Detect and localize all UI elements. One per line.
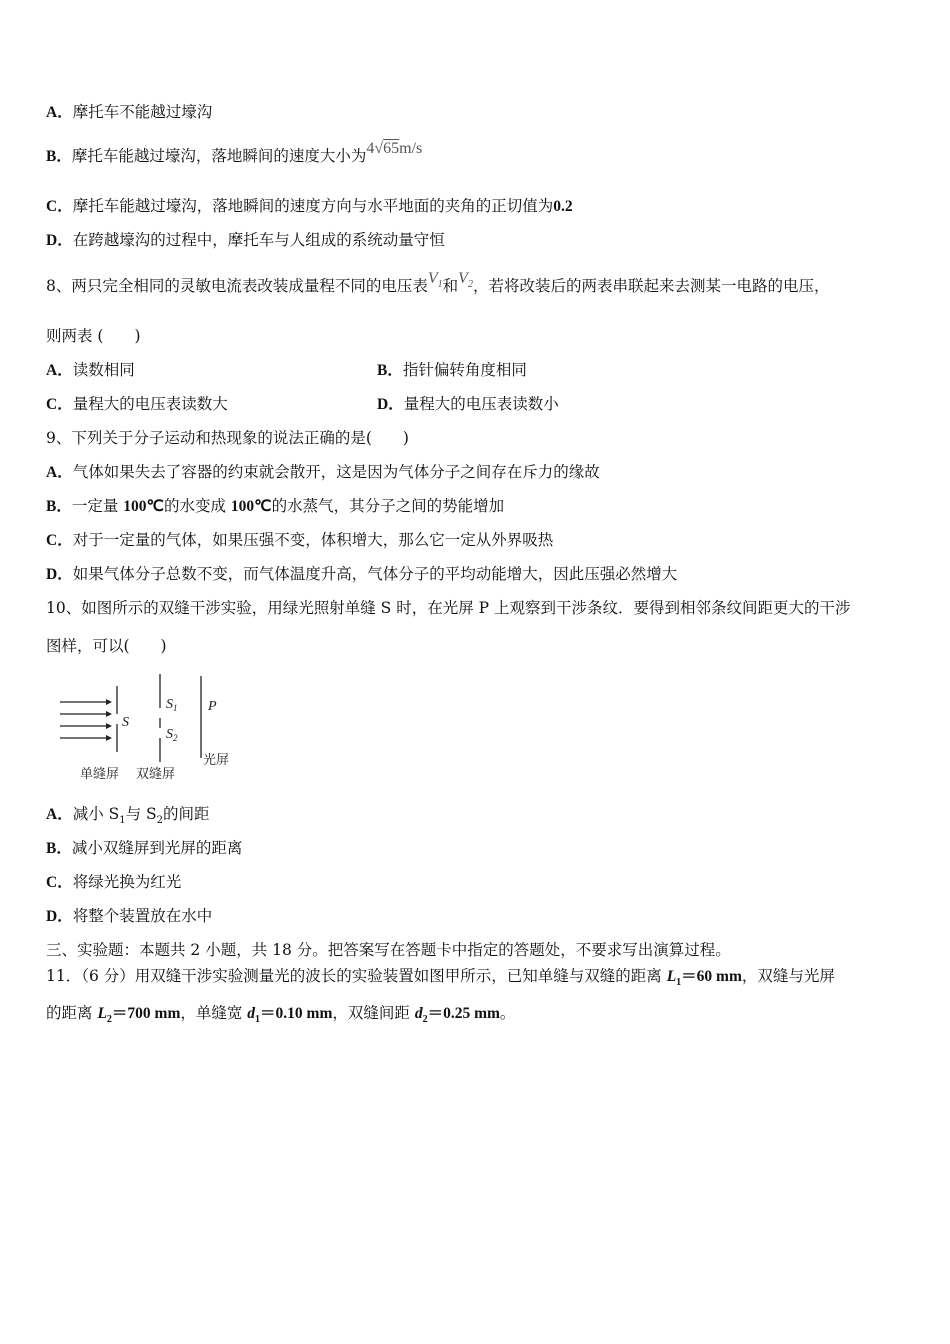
v2-symbol: $V_2$ bbox=[458, 270, 473, 291]
double-slit-diagram bbox=[56, 672, 246, 784]
q10-option-b: B．减小双缝屏到光屏的距离 bbox=[46, 839, 243, 857]
label-s2: $S_2$ bbox=[166, 727, 178, 743]
option-text: 在跨越壕沟的过程中，摩托车与人组成的系统动量守恒 bbox=[72, 231, 445, 249]
option-text: 摩托车能越过壕沟，落地瞬间的速度方向与水平地面的夹角的正切值为 bbox=[72, 197, 554, 215]
label-p: P bbox=[208, 699, 217, 714]
arrow-head bbox=[106, 723, 112, 729]
q8-stem-line2: 则两表 ( ) bbox=[46, 327, 141, 345]
q10-stem-line2: 图样，可以( ) bbox=[46, 637, 167, 655]
q10-option-c: C．将绿光换为红光 bbox=[46, 873, 182, 891]
q10-stem-line1: 10、如图所示的双缝干涉实验，用绿光照射单缝 S 时，在光屏 P 上观察到干涉条纹．要得到相邻条纹间距更大的干涉 bbox=[46, 599, 851, 617]
speed-formula: 4√65m/s bbox=[366, 140, 423, 157]
option-value: 0.2 bbox=[553, 198, 573, 215]
label-double-slit: 双缝屏 bbox=[136, 767, 176, 782]
q8-option-b: B．指针偏转角度相同 bbox=[377, 361, 527, 379]
option-label: D． bbox=[46, 232, 73, 249]
arrow-head bbox=[106, 711, 112, 717]
section-heading: 三、实验题：本题共 2 小题，共 18 分。把答案写在答题卡中指定的答题处，不要求写出演算过程。 bbox=[46, 941, 731, 959]
q9-option-c: C．对于一定量的气体，如果压强不变，体积增大，那么它一定从外界吸热 bbox=[46, 531, 554, 549]
q10-option-d: D．将整个装置放在水中 bbox=[46, 907, 213, 925]
q10-option-a: A．减小 $S_1$与 $S_2$的间距 bbox=[46, 805, 210, 827]
q8-option-d: D．量程大的电压表读数小 bbox=[377, 395, 559, 413]
q8-option-c: C．量程大的电压表读数大 bbox=[46, 395, 228, 413]
option-label: C． bbox=[46, 198, 73, 215]
q7-option-b bbox=[46, 140, 423, 167]
label-s: S bbox=[122, 715, 129, 730]
q9-option-d: D．如果气体分子总数不变，而气体温度升高，气体分子的平均动能增大，因此压强必然增大 bbox=[46, 565, 678, 583]
double-slit-svg bbox=[56, 672, 246, 784]
q7-option-d bbox=[46, 230, 445, 251]
q9-stem: 9、下列关于分子运动和热现象的说法正确的是( ) bbox=[46, 429, 409, 447]
q8-option-a: A．读数相同 bbox=[46, 361, 135, 379]
q8-stem-line1: 8、两只完全相同的灵敏电流表改装成量程不同的电压表$V_1$和$V_2$，若将改装后的两表串联起来去测某一电路的电压， bbox=[46, 270, 830, 295]
q11-stem-line2: 的距离 $L_2=700$ mm，单缝宽 $d_1=0.10$ mm，双缝间距 $d_2=0.25$ mm。 bbox=[46, 1004, 516, 1026]
option-text: 摩托车不能越过壕沟 bbox=[72, 103, 213, 121]
q9-option-b: B．一定量 100℃的水变成 100℃的水蒸气，其分子之间的势能增加 bbox=[46, 497, 505, 515]
arrow-head bbox=[106, 699, 112, 705]
v1-symbol: $V_1$ bbox=[427, 270, 443, 291]
q11-stem-line1: 11．（6 分）用双缝干涉实验测量光的波长的实验装置如图甲所示，已知单缝与双缝的距离 $L_1=60$ mm，双缝与光屏 bbox=[46, 967, 835, 989]
q7-option-a bbox=[46, 102, 212, 123]
label-light-screen: 光屏 bbox=[203, 753, 230, 768]
q9-option-a: A．气体如果失去了容器的约束就会散开，这是因为气体分子之间存在斥力的缘故 bbox=[46, 463, 600, 481]
q7-option-c bbox=[46, 196, 573, 217]
label-s1: $S_1$ bbox=[166, 697, 178, 713]
option-label: A． bbox=[46, 104, 73, 121]
label-single-slit: 单缝屏 bbox=[80, 767, 120, 782]
arrow-head bbox=[106, 735, 112, 741]
option-label: B． bbox=[46, 148, 72, 165]
option-text: 摩托车能越过壕沟，落地瞬间的速度大小为 bbox=[71, 147, 367, 165]
